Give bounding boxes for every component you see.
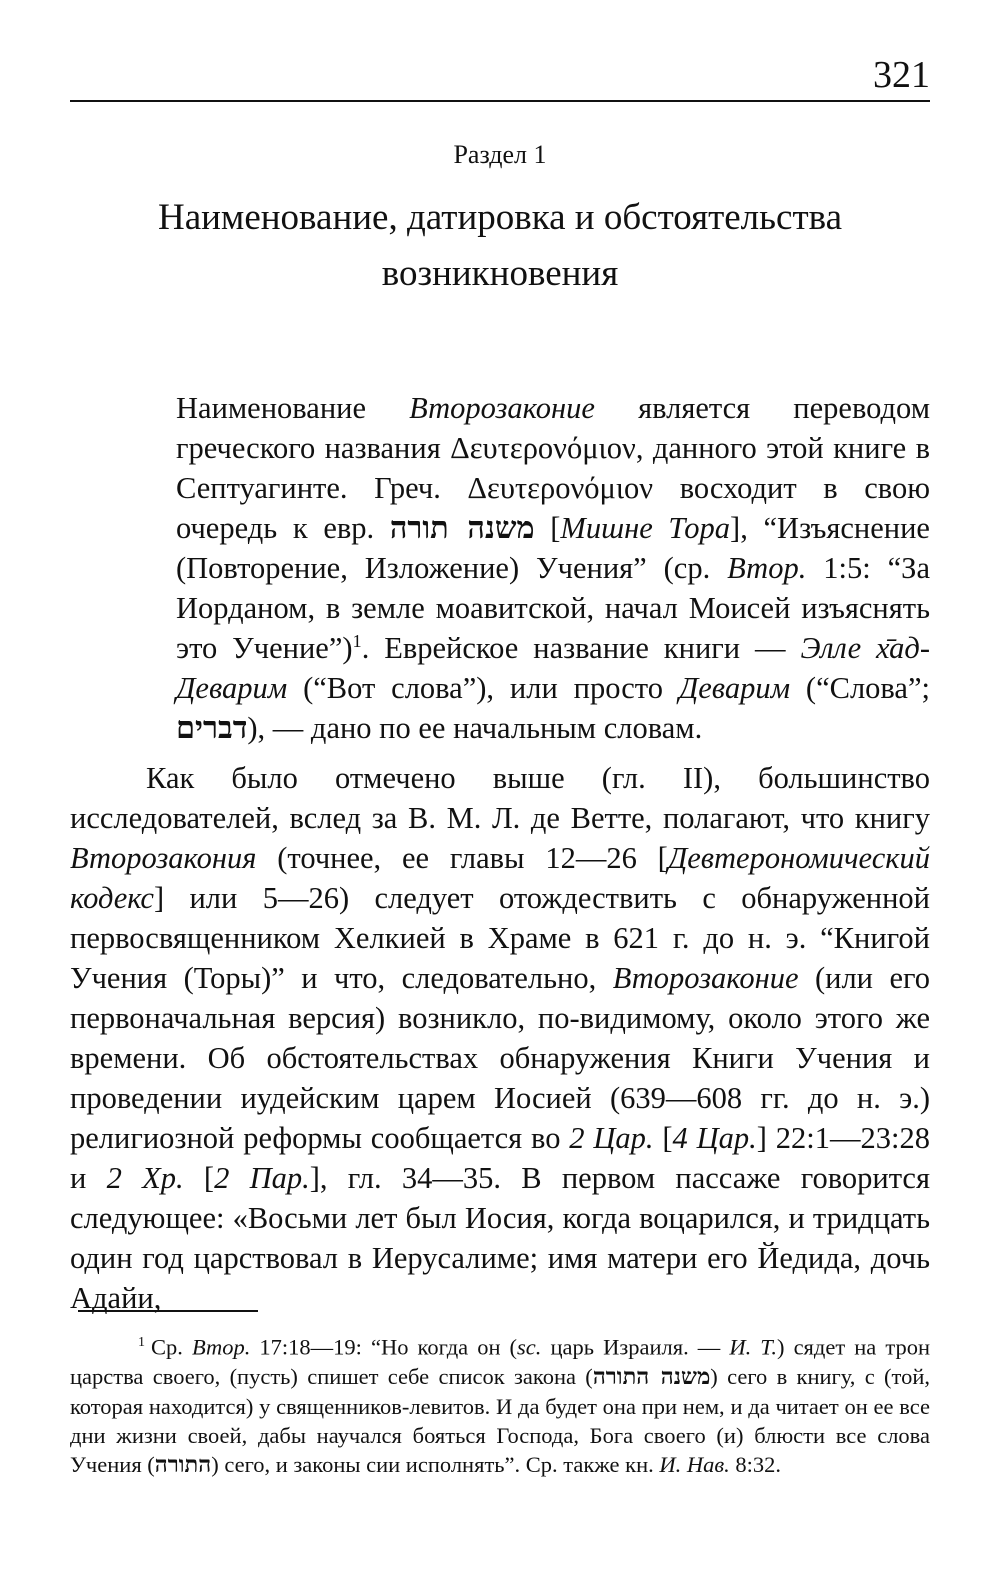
- italic-span: sc.: [517, 1334, 542, 1360]
- text-span: Наименование: [176, 391, 410, 425]
- text-span: Как было отмечено выше (гл. II), большинство исследователей, вслед за В. М. Л. де Ветте, полагают, что книгу: [70, 761, 930, 835]
- header-rule: [70, 100, 930, 102]
- footnote-rule: [78, 1310, 258, 1312]
- paragraph-1: [176, 388, 930, 748]
- text-span: ) сядет на трон царства своего, (пусть) спишет себе список закона (: [70, 1334, 930, 1389]
- text-span: (“Слова”;: [790, 671, 930, 705]
- section-label: Раздел 1: [453, 140, 547, 169]
- text-span: 17:18—19: “Но когда он (: [250, 1334, 518, 1360]
- text-span: 8:32.: [729, 1451, 782, 1477]
- italic-span: 2 Цар.: [569, 1121, 654, 1155]
- text-span: [: [534, 511, 561, 545]
- chapter-title: Наименование, датировка и обстоятельства возникновения: [157, 197, 843, 294]
- text-span: (“Вот слова”), или просто: [287, 671, 679, 705]
- italic-span: 4 Цар.: [672, 1121, 757, 1155]
- hebrew-term: התורה: [154, 1451, 212, 1478]
- footnote-mark: 1: [138, 1335, 145, 1350]
- text-span: [: [653, 1121, 673, 1155]
- text-span: (или его первоначальная версия) возникло, по-видимому, около этого же времени. Об обстоятельствах обнаружения Книги Учения и проведении иудейским царем Иосией (639—608 гг. до н. э.) религиозной реформы сообщается во: [70, 961, 930, 1155]
- italic-span: Втор.: [191, 1334, 251, 1360]
- greek-term: Δευτερονόμιον: [467, 471, 654, 505]
- text-span: , данного этой книге в Септуагинте. Греч.: [176, 431, 930, 505]
- footnote-ref[interactable]: 1: [352, 630, 362, 651]
- text-span: 1:5: “За Иорданом, в земле моавитской, начал Моисей изъяснять это Учение”): [176, 551, 930, 665]
- page-number: 321: [873, 54, 930, 96]
- italic-span: 2 Пар.: [214, 1161, 310, 1195]
- text-span: ] 22:1—23:28 и: [70, 1121, 930, 1195]
- italic-span: Девтерономический кодекс: [70, 841, 930, 915]
- italic-span: И. Т.: [729, 1334, 778, 1360]
- italic-span: Мишне Тора: [560, 511, 731, 545]
- italic-span: И. Нав.: [659, 1451, 730, 1477]
- hebrew-term: משנה התורה: [592, 1363, 711, 1390]
- text-span: восходит в свою очередь к евр.: [176, 471, 930, 545]
- text-span: ], “Изъяснение (Повторение, Изложение) Учения” (ср.: [176, 511, 930, 585]
- text-span: ] или 5—26) следует отождествить с обнаруженной первосвященником Хелкией в Храме в 621 г. до н. э. “Книгой Учения (Торы)” и что, следовательно,: [70, 881, 930, 995]
- italic-span: Деварим: [678, 671, 791, 705]
- italic-span: 2 Хр.: [106, 1161, 184, 1195]
- italic-span: Второзакония: [70, 841, 257, 875]
- hebrew-term: דברים: [176, 710, 248, 746]
- hebrew-term: משנה תורה: [389, 510, 535, 546]
- text-span: царь Израиля. —: [541, 1334, 730, 1360]
- greek-term: Δευτερονόμιον: [450, 431, 636, 465]
- text-span: ) сего, и законы сии исполнять”. Ср. также кн.: [211, 1451, 660, 1477]
- text-span: ], гл. 34—35. В первом пассаже говорится следующее: «Восьми лет был Иосия, когда воцарился, и тридцать один год царствовал в Иерусалиме; имя матери его Йедида, дочь Адайи,: [70, 1161, 930, 1315]
- footnote-1: [70, 1328, 930, 1480]
- text-span: ), — дано по ее начальным словам.: [247, 711, 703, 745]
- paragraph-2: [70, 758, 930, 1318]
- italic-span: Элле х̄ад-Деварим: [176, 631, 931, 705]
- text-span: [: [183, 1161, 215, 1195]
- text-span: является переводом греческого названия: [176, 391, 931, 465]
- italic-span: Второзаконие: [612, 961, 799, 995]
- text-span: ) сего в книгу, с (той, которая находится) у священников-левитов. И да будет она при нем, и да читает он ее все дни жизни своей, дабы научался бояться Господа, Бога своего (и) блюсти все слова Учения (: [70, 1363, 930, 1477]
- text-span: . Еврейское название книги —: [361, 631, 801, 665]
- italic-span: Второзаконие: [409, 391, 595, 425]
- text-span: (точнее, ее главы 12—26 [: [256, 841, 668, 875]
- italic-span: Втор.: [727, 551, 807, 585]
- text-span: Ср.: [151, 1334, 192, 1360]
